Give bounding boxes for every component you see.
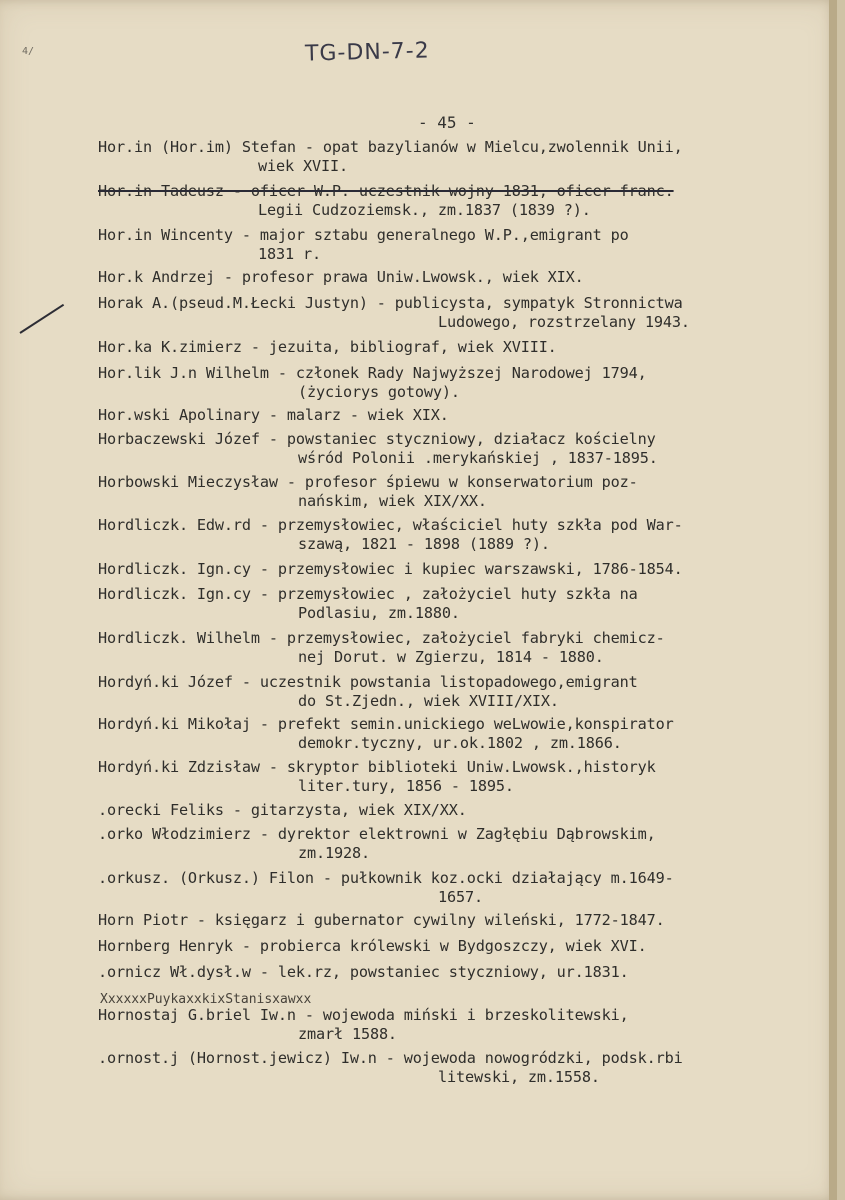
entry-line: .orkusz. (Orkusz.) Filon - pułkownik koz.ocki działający m.1649- [98,869,674,887]
entry-line: Hordliczk. Edw.rd - przemysłowiec, właściciel huty szkła pod War- [98,516,683,534]
entry-hornberg-henryk [98,937,788,956]
entry-line: Horbaczewski Józef - powstaniec styczniowy, działacz kościelny [98,430,656,448]
entry-line: Hordliczk. Wilhelm - przemysłowiec, założyciel fabryki chemicz- [98,629,665,647]
entry-line: .orko Włodzimierz - dyrektor elektrowni w Zagłębiu Dąbrowskim, [98,825,656,843]
entry-horaka-kazimierz [98,338,788,357]
entry-horalik-jan [98,364,788,402]
entry-line-continuation: nej Dorut. w Zgierzu, 1814 - 1880. [298,648,604,666]
entry-hornicz-wladyslaw [98,963,788,982]
entry-line-continuation: zmarł 1588. [298,1025,397,1043]
entry-line: Hordyń.ki Mikołaj - prefekt semin.unickiego weLwowie,konspirator [98,715,674,733]
entry-line-continuation: szawą, 1821 - 1898 (1889 ?). [298,535,550,553]
entry-line-continuation: 1831 r. [258,245,321,263]
entry-horko-wlodzimierz [98,825,788,863]
entry-line-continuation: nańskim, wiek XIX/XX. [298,492,487,510]
entry-line: Hordyń.ki Józef - uczestnik powstania listopadowego,emigrant [98,673,638,691]
entry-line-continuation: 1657. [438,888,483,906]
entry-line: Horn Piotr - księgarz i gubernator cywilny wileński, 1772-1847. [98,911,665,929]
entry-line: Hor.k Andrzej - profesor prawa Uniw.Lwowsk., wiek XIX. [98,268,584,286]
entry-hordynski-mikolaj [98,715,788,753]
entry-line: Hor.wski Apolinary - malarz - wiek XIX. [98,406,449,424]
entry-line: .orecki Feliks - gitarzysta, wiek XIX/XX. [98,801,467,819]
entry-horak-andrzej [98,268,788,287]
entry-line: Hor.lik J.n Wilhelm - członek Rady Najwyższej Narodowej 1794, [98,364,647,382]
entry-line: Hor.in Tadeusz - oficer W.P. uczestnik wojny 1831, oficer franc. [98,182,674,200]
entry-line: Hordliczk. Ign.cy - przemysłowiec i kupiec warszawski, 1786-1854. [98,560,683,578]
entry-line: .ornicz Wł.dysł.w - lek.rz, powstaniec styczniowy, ur.1831. [98,963,629,981]
entry-hornostaj-gabriel [98,1006,788,1044]
entry-line: Hornberg Henryk - probierca królewski w Bydgoszczy, wiek XVI. [98,937,647,955]
entry-horain-wincenty [98,226,788,264]
entry-line-continuation: Ludowego, rozstrzelany 1943. [438,313,690,331]
entry-line: Hor.in (Hor.im) Stefan - opat bazylianów w Mielcu,zwolennik Unii, [98,138,683,156]
page-edge [829,0,837,1200]
entry-hordliczka-ignacy-2 [98,585,788,623]
entry-horbowski-mieczyslaw [98,473,788,511]
entry-horbaczewski-jozef [98,430,788,468]
entry-line: Hor.in Wincenty - major sztabu generalnego W.P.,emigrant po [98,226,629,244]
entry-line: Hor.ka K.zimierz - jezuita, bibliograf, wiek XVIII. [98,338,557,356]
entry-hordliczka-wilhelm [98,629,788,667]
entry-hordliczka-ignacy-1 [98,560,788,579]
entry-line-continuation: (życiorys gotowy). [298,383,460,401]
entry-line: Horbowski Mieczysław - profesor śpiewu w konserwatorium poz- [98,473,638,491]
entry-line: Hordyń.ki Zdzisław - skryptor biblioteki Uniw.Lwowsk.,historyk [98,758,656,776]
struck-out-line: XxxxxxPuykaxxkixStanisxawxx [100,992,312,1007]
entry-line-continuation: litewski, zm.1558. [438,1068,600,1086]
entry-horkusza-filon [98,869,788,907]
entry-hornostaj-iwan [98,1049,788,1087]
entry-line-continuation: demokr.tyczny, ur.ok.1802 , zm.1866. [298,734,622,752]
entry-line: Hordliczk. Ign.cy - przemysłowiec , założyciel huty szkła na [98,585,638,603]
margin-pencil-mark [19,304,64,334]
entry-line-continuation: wiek XVII. [258,157,348,175]
entry-line: .ornost.j (Hornost.jewicz) Iw.n - wojewoda nowogródzki, podsk.rbi [98,1049,683,1067]
entry-horawski-apolinary [98,406,788,425]
entry-hordliczka-edward [98,516,788,554]
margin-tick: 4/ [22,46,35,57]
entry-line-continuation: Legii Cudzoziemsk., zm.1837 (1839 ?). [258,201,591,219]
page-number: - 45 - [418,113,476,132]
entry-line-continuation: do St.Zjedn., wiek XVIII/XIX. [298,692,559,710]
entry-horak-a [98,294,788,332]
entry-line: Horak A.(pseud.M.Łecki Justyn) - publicysta, sympatyk Stronnictwa [98,294,683,312]
entry-horecki-feliks [98,801,788,820]
entry-horn-piotr [98,911,788,930]
entry-line-continuation: wśród Polonii .merykańskiej , 1837-1895. [298,449,658,467]
entry-hordynski-zdzislaw [98,758,788,796]
entry-hordynski-jozef [98,673,788,711]
archive-code: TG-DN-7-2 [304,38,431,67]
entry-line: Hornostaj G.briel Iw.n - wojewoda miński i brzeskolitewski, [98,1006,629,1024]
entry-horain-tadeusz [98,182,788,220]
entry-line-continuation: liter.tury, 1856 - 1895. [298,777,514,795]
entry-horain-stefan [98,138,788,176]
entry-line-continuation: zm.1928. [298,844,370,862]
entry-line-continuation: Podlasiu, zm.1880. [298,604,460,622]
